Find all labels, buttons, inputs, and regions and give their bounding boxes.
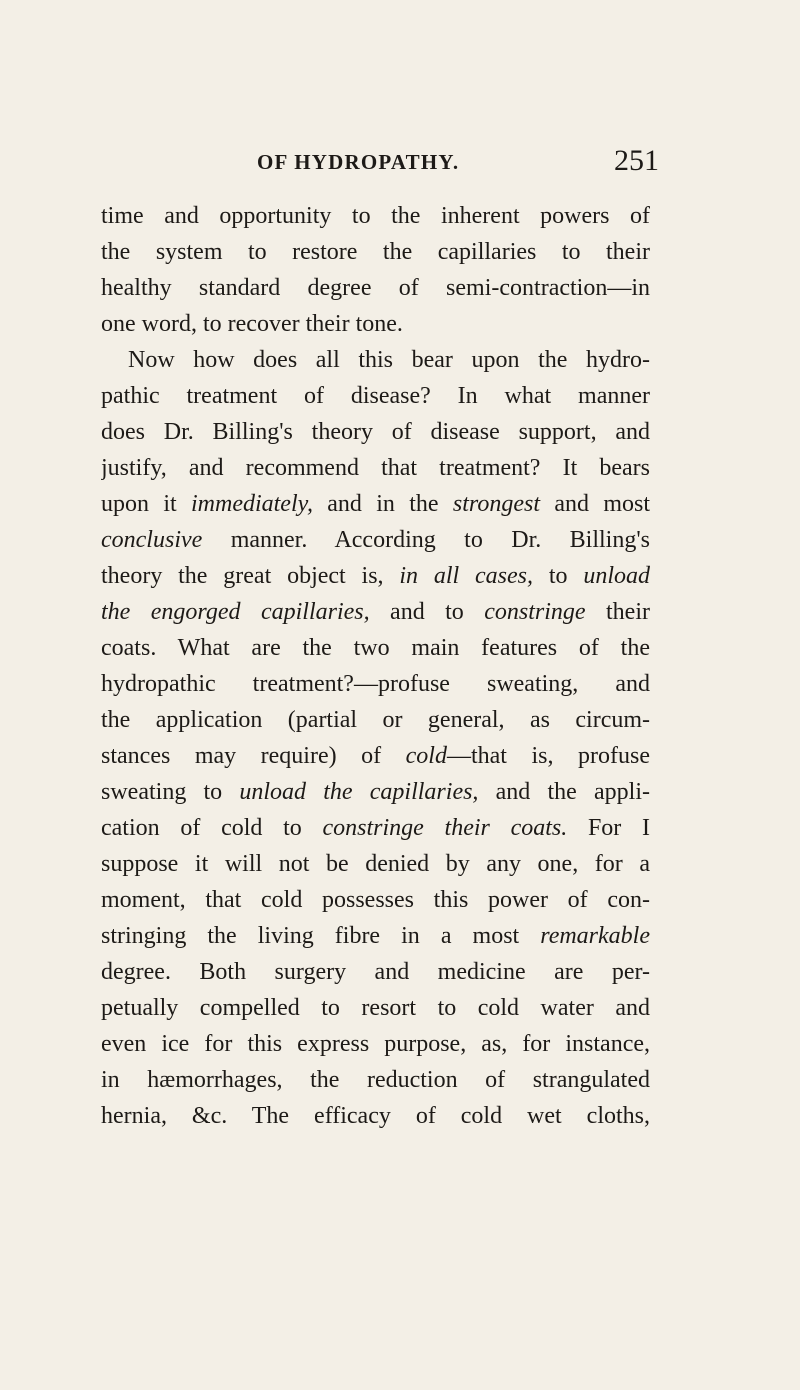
italic-text: conclusive xyxy=(101,527,203,553)
text-line xyxy=(101,666,650,702)
text-run: hernia, &c. The efficacy of cold wet cloths, xyxy=(101,1103,650,1129)
text-run: and the appli- xyxy=(478,779,650,805)
italic-text: immediately, xyxy=(190,491,313,517)
text-run: and to xyxy=(369,599,485,625)
text-line xyxy=(101,918,650,954)
text-line xyxy=(101,306,650,342)
text-run: their xyxy=(585,599,650,625)
text-run: time and opportunity to the inherent powers of xyxy=(101,203,650,229)
text-run: hydropathic treatment?—profuse sweating, and xyxy=(101,671,650,697)
text-run: —that is, profuse xyxy=(446,743,650,769)
text-run: healthy standard degree of semi-contraction—in xyxy=(101,275,650,301)
italic-text: constringe xyxy=(484,599,586,625)
running-title: OF HYDROPATHY. xyxy=(257,150,460,174)
text-line xyxy=(101,810,650,846)
text-run: the system to restore the capillaries to their xyxy=(101,239,650,265)
text-run: the application (partial or general, as circum- xyxy=(101,707,650,733)
italic-text: unload xyxy=(583,563,650,589)
text-line xyxy=(101,594,650,630)
text-line xyxy=(101,198,650,234)
text-run: moment, that cold possesses this power of con- xyxy=(101,887,650,913)
text-line xyxy=(101,702,650,738)
italic-text: strongest xyxy=(452,491,541,517)
text-run: does Dr. Billing's theory of disease support, and xyxy=(101,419,650,445)
text-line xyxy=(101,486,650,522)
italic-text: remarkable xyxy=(540,923,650,949)
text-line xyxy=(101,1098,650,1134)
italic-text: the engorged capillaries, xyxy=(101,599,370,625)
text-run: upon it xyxy=(101,491,191,517)
text-line xyxy=(101,846,650,882)
text-line xyxy=(101,1026,650,1062)
text-run: theory the great object is, xyxy=(101,563,400,589)
text-line xyxy=(101,954,650,990)
text-line xyxy=(101,558,650,594)
text-run: even ice for this express purpose, as, for instance, xyxy=(101,1031,650,1057)
text-line xyxy=(101,738,650,774)
text-run: and most xyxy=(540,491,650,517)
text-line xyxy=(101,270,650,306)
text-run: sweating to xyxy=(101,779,240,805)
text-run: degree. Both surgery and medicine are per- xyxy=(101,959,650,985)
text-line xyxy=(101,450,650,486)
body-text xyxy=(101,198,650,1134)
page-number: 251 xyxy=(614,144,659,177)
text-line xyxy=(101,342,650,378)
italic-text: constringe their coats. xyxy=(322,815,568,841)
text-line xyxy=(101,774,650,810)
text-run: pathic treatment of disease? In what manner xyxy=(101,383,650,409)
text-run: cation of cold to xyxy=(101,815,323,841)
text-run: to xyxy=(533,563,584,589)
text-run: coats. What are the two main features of the xyxy=(101,635,650,661)
running-head xyxy=(257,146,659,182)
text-run: Now how does all this bear upon the hydro- xyxy=(128,347,650,373)
text-run: petually compelled to resort to cold water and xyxy=(101,995,650,1021)
text-line xyxy=(101,1062,650,1098)
text-run: and in the xyxy=(312,491,453,517)
text-line xyxy=(101,990,650,1026)
text-run: For I xyxy=(567,815,650,841)
text-run: in hæmorrhages, the reduction of strangulated xyxy=(101,1067,650,1093)
text-run: manner. According to Dr. Billing's xyxy=(202,527,650,553)
text-line xyxy=(101,882,650,918)
text-line xyxy=(101,414,650,450)
italic-text: unload the capillaries, xyxy=(239,779,479,805)
text-run: one word, to recover their tone. xyxy=(101,311,403,337)
text-line xyxy=(101,630,650,666)
text-run: justify, and recommend that treatment? It bears xyxy=(101,455,650,481)
text-run: stringing the living fibre in a most xyxy=(101,923,541,949)
italic-text: cold xyxy=(405,743,447,769)
text-line xyxy=(101,522,650,558)
text-line xyxy=(101,234,650,270)
text-run: stances may require) of xyxy=(101,743,406,769)
text-line xyxy=(101,378,650,414)
text-run: suppose it will not be denied by any one, for a xyxy=(101,851,650,877)
italic-text: in all cases, xyxy=(399,563,534,589)
